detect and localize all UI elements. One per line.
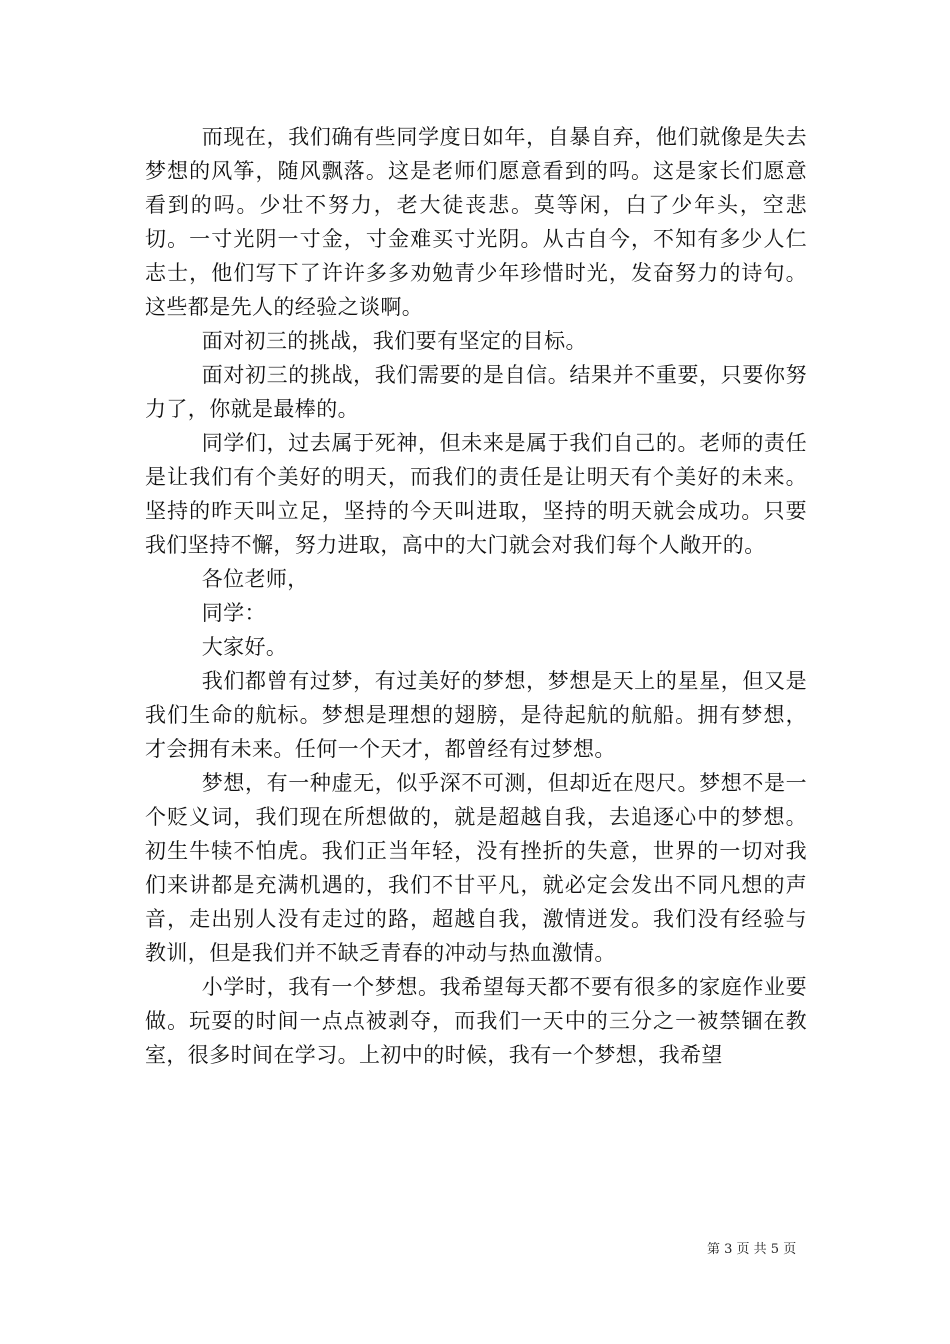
paragraph: 同学们，过去属于死神，但未来是属于我们自己的。老师的责任是让我们有个美好的明天，而我们的责任是让明天有个美好的未来。坚持的昨天叫立足，坚持的今天叫进取，坚持的明天就会成功。只要我们坚持不懈，努力进取，高中的大门就会对我们每个人敞开的。	[145, 431, 807, 557]
page-number: 第 3 页 共 5 页	[707, 1242, 797, 1257]
paragraph: 梦想，有一种虚无，似乎深不可测，但却近在咫尺。梦想不是一个贬义词，我们现在所想做的，就是超越自我，去追逐心中的梦想。初生牛犊不怕虎。我们正当年轻，没有挫折的失意，世界的一切对我们来讲都是充满机遇的，我们不甘平凡，就必定会发出不同凡想的声音，走出别人没有走过的路，超越自我，激情迸发。我们没有经验与教训，但是我们并不缺乏青春的冲动与热血激情。	[145, 771, 807, 965]
paragraph: 面对初三的挑战，我们要有坚定的目标。	[201, 329, 587, 353]
paragraph: 而现在，我们确有些同学度日如年，自暴自弃，他们就像是失去梦想的风筝，随风飘落。这是老师们愿意看到的吗。这是家长们愿意看到的吗。少壮不努力，老大徒丧悲。莫等闲，白了少年头，空悲切。一寸光阴一寸金，寸金难买寸光阴。从古自今，不知有多少人仁志士，他们写下了许许多多劝勉青少年珍惜时光，发奋努力的诗句。这些都是先人的经验之谈啊。	[145, 125, 807, 319]
salutation-line: 同学：	[201, 601, 266, 625]
paragraph: 小学时，我有一个梦想。我希望每天都不要有很多的家庭作业要做。玩耍的时间一点点被剥夺，而我们一天中的三分之一被禁锢在教室，很多时间在学习。上初中的时候，我有一个梦想，我希望	[145, 975, 807, 1067]
paragraph: 面对初三的挑战，我们需要的是自信。结果并不重要，只要你努力了，你就是最棒的。	[145, 363, 807, 421]
document-body	[145, 120, 807, 1072]
greeting-line: 大家好。	[201, 635, 288, 659]
salutation-line: 各位老师，	[201, 567, 309, 591]
paragraph: 我们都曾有过梦，有过美好的梦想，梦想是天上的星星，但又是我们生命的航标。梦想是理想的翅膀，是待起航的航船。拥有梦想，才会拥有未来。任何一个天才，都曾经有过梦想。	[145, 669, 807, 761]
